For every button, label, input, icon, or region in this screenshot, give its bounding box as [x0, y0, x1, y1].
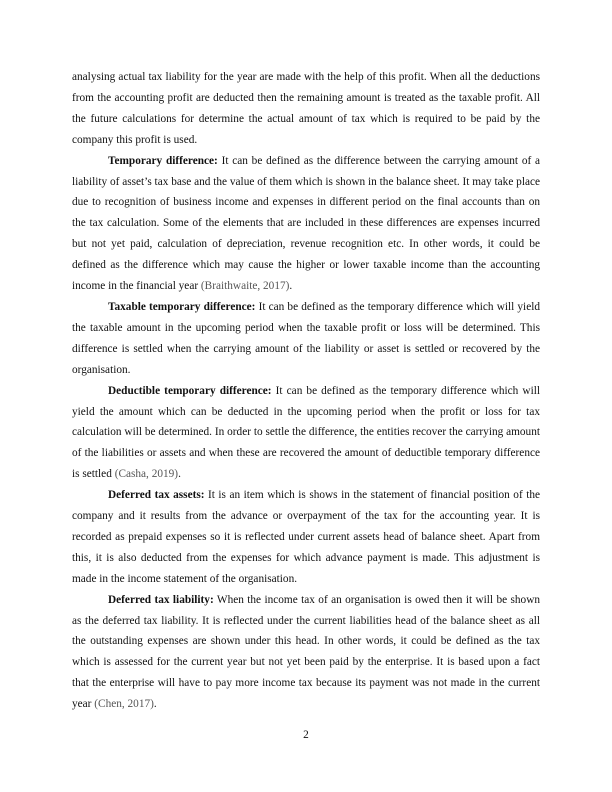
term-heading: Deferred tax assets:	[108, 489, 205, 502]
paragraph-text: It can be defined as the temporary difference which will yield the amount which can be deducted in the upcoming period when the profit or loss for tax calculation will be determined. In order to settle the difference, the entities recover the carrying amount of the liabilities or assets and when these are recovered the amount of deductible temporary difference is settled	[72, 384, 540, 481]
paragraph-deferred-tax-liability	[72, 590, 540, 715]
term-heading: Deferred tax liability:	[108, 593, 214, 606]
paragraph-deferred-tax-assets	[72, 485, 540, 590]
paragraph-deductible-temporary-difference	[72, 381, 540, 486]
citation: (Braithwaite, 2017)	[200, 280, 290, 293]
paragraph-text: It is an item which is shows in the statement of financial position of the company and it results from the advance or overpayment of the tax for the accounting year. It is recorded as prepaid expenses so it is reflected under current assets head of balance sheet. Apart from this, it is also deducted from the expenses for which advance payment is made. This adjustment is made in the income statement of the organisation.	[72, 489, 541, 585]
term-heading: Temporary difference:	[108, 154, 218, 167]
page-number: 2	[303, 729, 309, 741]
citation: (Casha, 2019)	[114, 468, 179, 481]
paragraph-text: When the income tax of an organisation is owed then it will be shown as the deferred tax liability. It is reflected under the current liabilities head of the balance sheet as all the outstanding expenses are shown under this head. In other words, it could be defined as the tax which is assessed for the current year but not yet been paid by the enterprise. It is based upon a fact that the enterprise will have to pay more income tax because its payment was not made in the current year	[72, 593, 541, 711]
paragraph-end: .	[289, 280, 293, 293]
paragraph-text: It can be defined as the temporary difference which will yield the taxable amount in the upcoming period when the taxable profit or loss will be determined. This difference is settled when the carrying amount of the liability or asset is settled or recovered by the organisation.	[72, 300, 540, 376]
paragraph-text: analysing actual tax liability for the year are made with the help of this profit. When all the deductions from the accounting profit are deducted then the remaining amount is treated as the taxable profit. All the future calculations for determine the actual amount of tax which is required to be paid by the company this profit is used.	[72, 71, 540, 146]
paragraph-end: .	[178, 468, 181, 481]
paragraph-taxable-temporary-difference	[72, 297, 540, 381]
term-heading: Deductible temporary difference:	[108, 384, 272, 397]
paragraph-text: It can be defined as the difference between the carrying amount of a liability of asset’s tax base and the value of them which is shown in the balance sheet. It may take place due to recognition of business income and expenses in different period on the final accounts than on the tax calculation. Some of the elements that are included in these differences are expenses incurred but not yet paid, calculation of depreciation, revenue recognition etc. In other words, it could be defined as the difference which may cause the higher or lower taxable income than the accounting income in the financial year	[72, 154, 541, 293]
paragraph-temporary-difference	[72, 151, 540, 297]
term-heading: Taxable temporary difference:	[108, 300, 256, 313]
citation: (Chen, 2017)	[94, 698, 154, 711]
body-text	[72, 67, 540, 715]
paragraph-continuation	[72, 67, 540, 151]
paragraph-end: .	[153, 698, 157, 711]
